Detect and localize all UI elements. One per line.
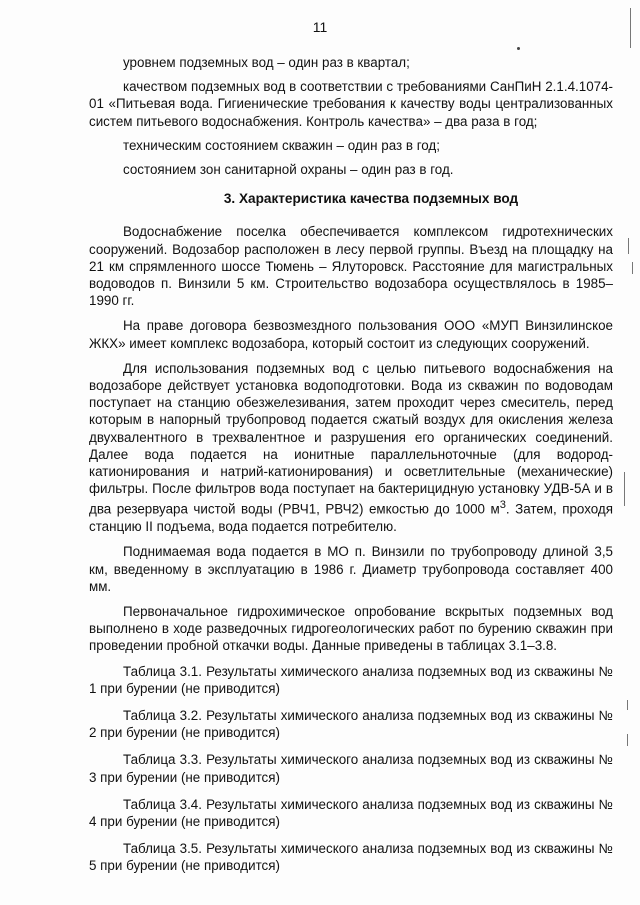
paragraph: На праве договора безвозмездного пользования ООО «МУП Винзилинское ЖКХ» имеет комплекс водозабора, который состоит из следующих сооружений.	[89, 318, 613, 351]
scan-edge-mark	[627, 734, 628, 746]
paragraph: Водоснабжение поселка обеспечивается комплексом гидротехнических сооружений. Водозабор расположен в лесу первой группы. Въезд на площадку на 21 км спрямленного шоссе Тюмень – Ялуторовск. Расстояние для магистральных водоводов п. Винзили 5 км. Строительство водозабора осуществлялось в 1985–1990 гг.	[89, 224, 613, 309]
paragraph-text: Для использования подземных вод с целью питьевого водоснабжения на водозаборе действует установка водоподготовки. Вода из скважин по водоводам поступает на станцию обезжелезивания, затем проходит через смеситель, перед которым в напорный трубопровод подается сжатый воздух для окисления железа двухвалентного в трехвалентное и разрушения его органических соединений. Далее вода подается на ионитные параллельноточные (для водород-катионирования и натрий-катионирования) и осветлительные (механические) фильтры. После фильтров вода поступает на бактерицидную установку УДВ-5А и в два резервуара чистой воды (РВЧ1, РВЧ2) емкостью до 1000 м	[89, 360, 613, 517]
document-body	[89, 54, 613, 885]
scan-dot	[517, 47, 520, 50]
scan-edge-mark	[627, 700, 628, 710]
table-reference: Таблица 3.1. Результаты химического анализа подземных вод из скважины № 1 при бурении (не приводится)	[89, 663, 613, 696]
paragraph: Поднимаемая вода подается в МО п. Винзили по трубопроводу длиной 3,5 км, введенному в эксплуатацию в 1986 г. Диаметр трубопровода составляет 400 мм.	[89, 544, 613, 594]
page-number: 11	[312, 19, 328, 35]
paragraph: техническим состоянием скважин – один раз в год;	[123, 137, 440, 153]
scan-edge-mark	[632, 262, 633, 274]
scan-edge-mark	[630, 8, 631, 48]
scan-edge-mark	[628, 238, 629, 254]
table-reference: Таблица 3.5. Результаты химического анализа подземных вод из скважины № 5 при бурении (не приводится)	[89, 841, 613, 874]
paragraph: состоянием зон санитарной охраны – один раз в год.	[123, 162, 454, 178]
superscript: 3	[499, 499, 506, 512]
table-reference: Таблица 3.3. Результаты химического анализа подземных вод из скважины № 3 при бурении (не приводится)	[89, 752, 613, 785]
paragraph: качеством подземных вод в соответствии с требованиями СанПиН 2.1.4.1074-01 «Питьевая вода. Гигиенические требования к качеству воды централизованных систем питьевого водоснабжения. Контроль качества» – два раза в год;	[89, 79, 613, 129]
paragraph: уровнем подземных вод – один раз в квартал;	[123, 55, 410, 70]
paragraph-text: . Затем, проходя станцию II подъема, вода подается потребителю.	[89, 501, 613, 535]
treatment-paragraph	[89, 360, 613, 536]
table-reference: Таблица 3.4. Результаты химического анализа подземных вод из скважины № 4 при бурении (не приводится)	[89, 796, 613, 829]
section-heading: 3. Характеристика качества подземных вод	[223, 191, 519, 207]
paragraph: Первоначальное гидрохимическое опробование вскрытых подземных вод выполнено в ходе разведочных гидрогеологических работ по бурению скважин при проведении пробной откачки воды. Данные приведены в таблицах 3.1–3.8.	[89, 603, 613, 654]
scan-edge-mark	[624, 472, 625, 506]
table-reference: Таблица 3.2. Результаты химического анализа подземных вод из скважины № 2 при бурении (не приводится)	[89, 707, 613, 741]
